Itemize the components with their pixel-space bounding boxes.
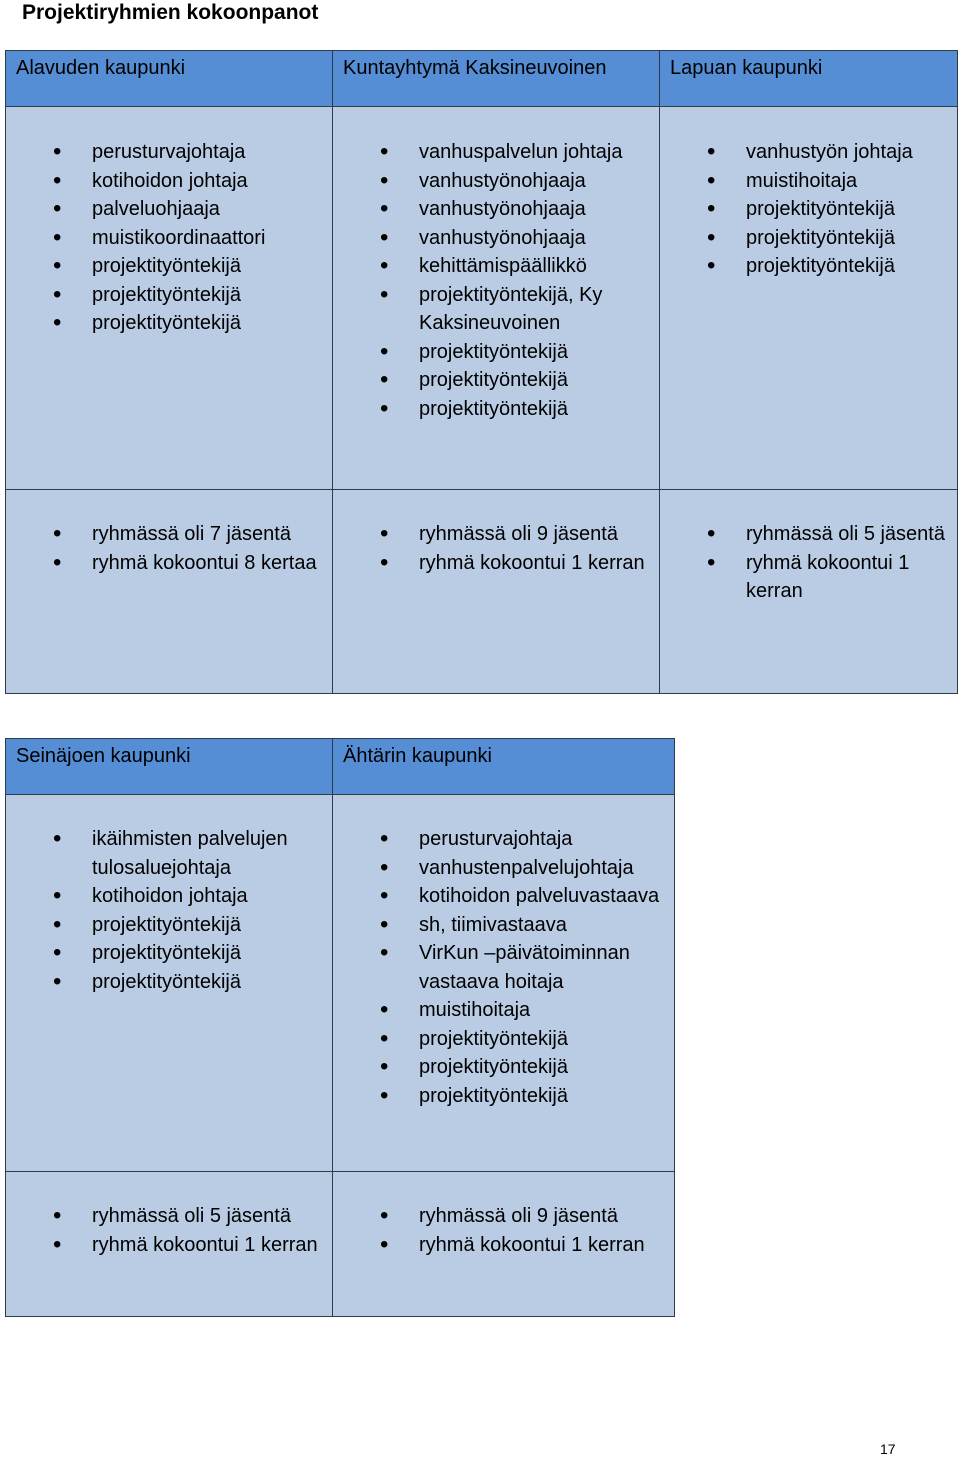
list-item: • VirKun –päivätoiminnan vastaava hoitaja	[333, 939, 674, 996]
list-item: • kehittämispäällikkö	[333, 252, 659, 281]
list-item: • projektityöntekijä, Ky Kaksineuvoinen	[333, 281, 659, 338]
list-item: • vanhustenpalvelujohtaja	[333, 854, 674, 883]
header-alavus: Alavuden kaupunki	[16, 57, 186, 79]
stats-cell	[6, 1172, 333, 1317]
list-item: • vanhustyönohjaaja	[333, 195, 659, 224]
stats-row	[6, 1172, 675, 1317]
list-item: • projektityöntekijä	[333, 366, 659, 395]
member-list-ahtari	[333, 825, 674, 1110]
list-item: • projektityöntekijä	[333, 1025, 674, 1054]
list-item: • ryhmä kokoontui 1 kerran	[6, 1231, 332, 1260]
list-item: • projektityöntekijä	[6, 252, 332, 281]
list-item: • muistihoitaja	[660, 167, 957, 196]
member-list-alavus	[6, 138, 332, 338]
table-header-row	[6, 739, 675, 795]
list-item: • ikäihmisten palvelujen tulosaluejohtaja	[6, 825, 332, 882]
header-ahtari: Ähtärin kaupunki	[343, 745, 492, 767]
members-cell	[333, 795, 675, 1172]
list-item: • ryhmässä oli 7 jäsentä	[6, 520, 332, 549]
stats-list-seinajoki	[6, 1202, 332, 1259]
list-item: • projektityöntekijä	[333, 1082, 674, 1111]
members-row	[6, 107, 958, 490]
list-item: • ryhmässä oli 5 jäsentä	[660, 520, 957, 549]
header-lapua: Lapuan kaupunki	[670, 57, 823, 79]
header-kaksineuvoinen: Kuntayhtymä Kaksineuvoinen	[343, 57, 607, 79]
stats-cell	[333, 1172, 675, 1317]
header-cell	[6, 739, 333, 795]
list-item: • perusturvajohtaja	[333, 825, 674, 854]
stats-list-alavus	[6, 520, 332, 577]
members-cell	[333, 107, 660, 490]
members-cell	[660, 107, 958, 490]
header-cell	[333, 739, 675, 795]
list-item: • vanhustyönohjaaja	[333, 224, 659, 253]
project-groups-table-2	[5, 738, 675, 1317]
members-row	[6, 795, 675, 1172]
header-cell	[660, 51, 958, 107]
members-cell	[6, 107, 333, 490]
list-item: • vanhuspalvelun johtaja	[333, 138, 659, 167]
list-item: • ryhmässä oli 9 jäsentä	[333, 1202, 674, 1231]
stats-cell	[660, 490, 958, 694]
list-item: • muistihoitaja	[333, 996, 674, 1025]
page-number: 17	[880, 1441, 896, 1457]
list-item: • palveluohjaaja	[6, 195, 332, 224]
member-list-seinajoki	[6, 825, 332, 996]
list-item: • vanhustyön johtaja	[660, 138, 957, 167]
project-groups-table-1	[5, 50, 958, 694]
list-item: • ryhmä kokoontui 8 kertaa	[6, 549, 332, 578]
list-item: • projektityöntekijä	[6, 968, 332, 997]
stats-row	[6, 490, 958, 694]
list-item: • ryhmä kokoontui 1 kerran	[333, 1231, 674, 1260]
header-cell	[6, 51, 333, 107]
member-list-lapua	[660, 138, 957, 281]
list-item: • kotihoidon palveluvastaava	[333, 882, 674, 911]
header-cell	[333, 51, 660, 107]
member-list-kaksineuvoinen	[333, 138, 659, 423]
page-title: Projektiryhmien kokoonpanot	[22, 1, 319, 24]
list-item: • kotihoidon johtaja	[6, 167, 332, 196]
list-item: • ryhmä kokoontui 1 kerran	[660, 549, 957, 606]
list-item: • projektityöntekijä	[6, 309, 332, 338]
list-item: • projektityöntekijä	[6, 911, 332, 940]
list-item: • kotihoidon johtaja	[6, 882, 332, 911]
list-item: • projektityöntekijä	[660, 195, 957, 224]
list-item: • projektityöntekijä	[660, 224, 957, 253]
list-item: • projektityöntekijä	[660, 252, 957, 281]
list-item: • projektityöntekijä	[333, 395, 659, 424]
stats-cell	[6, 490, 333, 694]
list-item: • sh, tiimivastaava	[333, 911, 674, 940]
header-seinajoki: Seinäjoen kaupunki	[16, 745, 191, 767]
stats-list-ahtari	[333, 1202, 674, 1259]
list-item: • projektityöntekijä	[333, 338, 659, 367]
list-item: • vanhustyönohjaaja	[333, 167, 659, 196]
stats-list-lapua	[660, 520, 957, 606]
table-header-row	[6, 51, 958, 107]
stats-list-kaksineuvoinen	[333, 520, 659, 577]
list-item: • ryhmässä oli 9 jäsentä	[333, 520, 659, 549]
list-item: • ryhmä kokoontui 1 kerran	[333, 549, 659, 578]
list-item: • projektityöntekijä	[333, 1053, 674, 1082]
stats-cell	[333, 490, 660, 694]
list-item: • perusturvajohtaja	[6, 138, 332, 167]
list-item: • projektityöntekijä	[6, 281, 332, 310]
list-item: • ryhmässä oli 5 jäsentä	[6, 1202, 332, 1231]
list-item: • muistikoordinaattori	[6, 224, 332, 253]
members-cell	[6, 795, 333, 1172]
list-item: • projektityöntekijä	[6, 939, 332, 968]
